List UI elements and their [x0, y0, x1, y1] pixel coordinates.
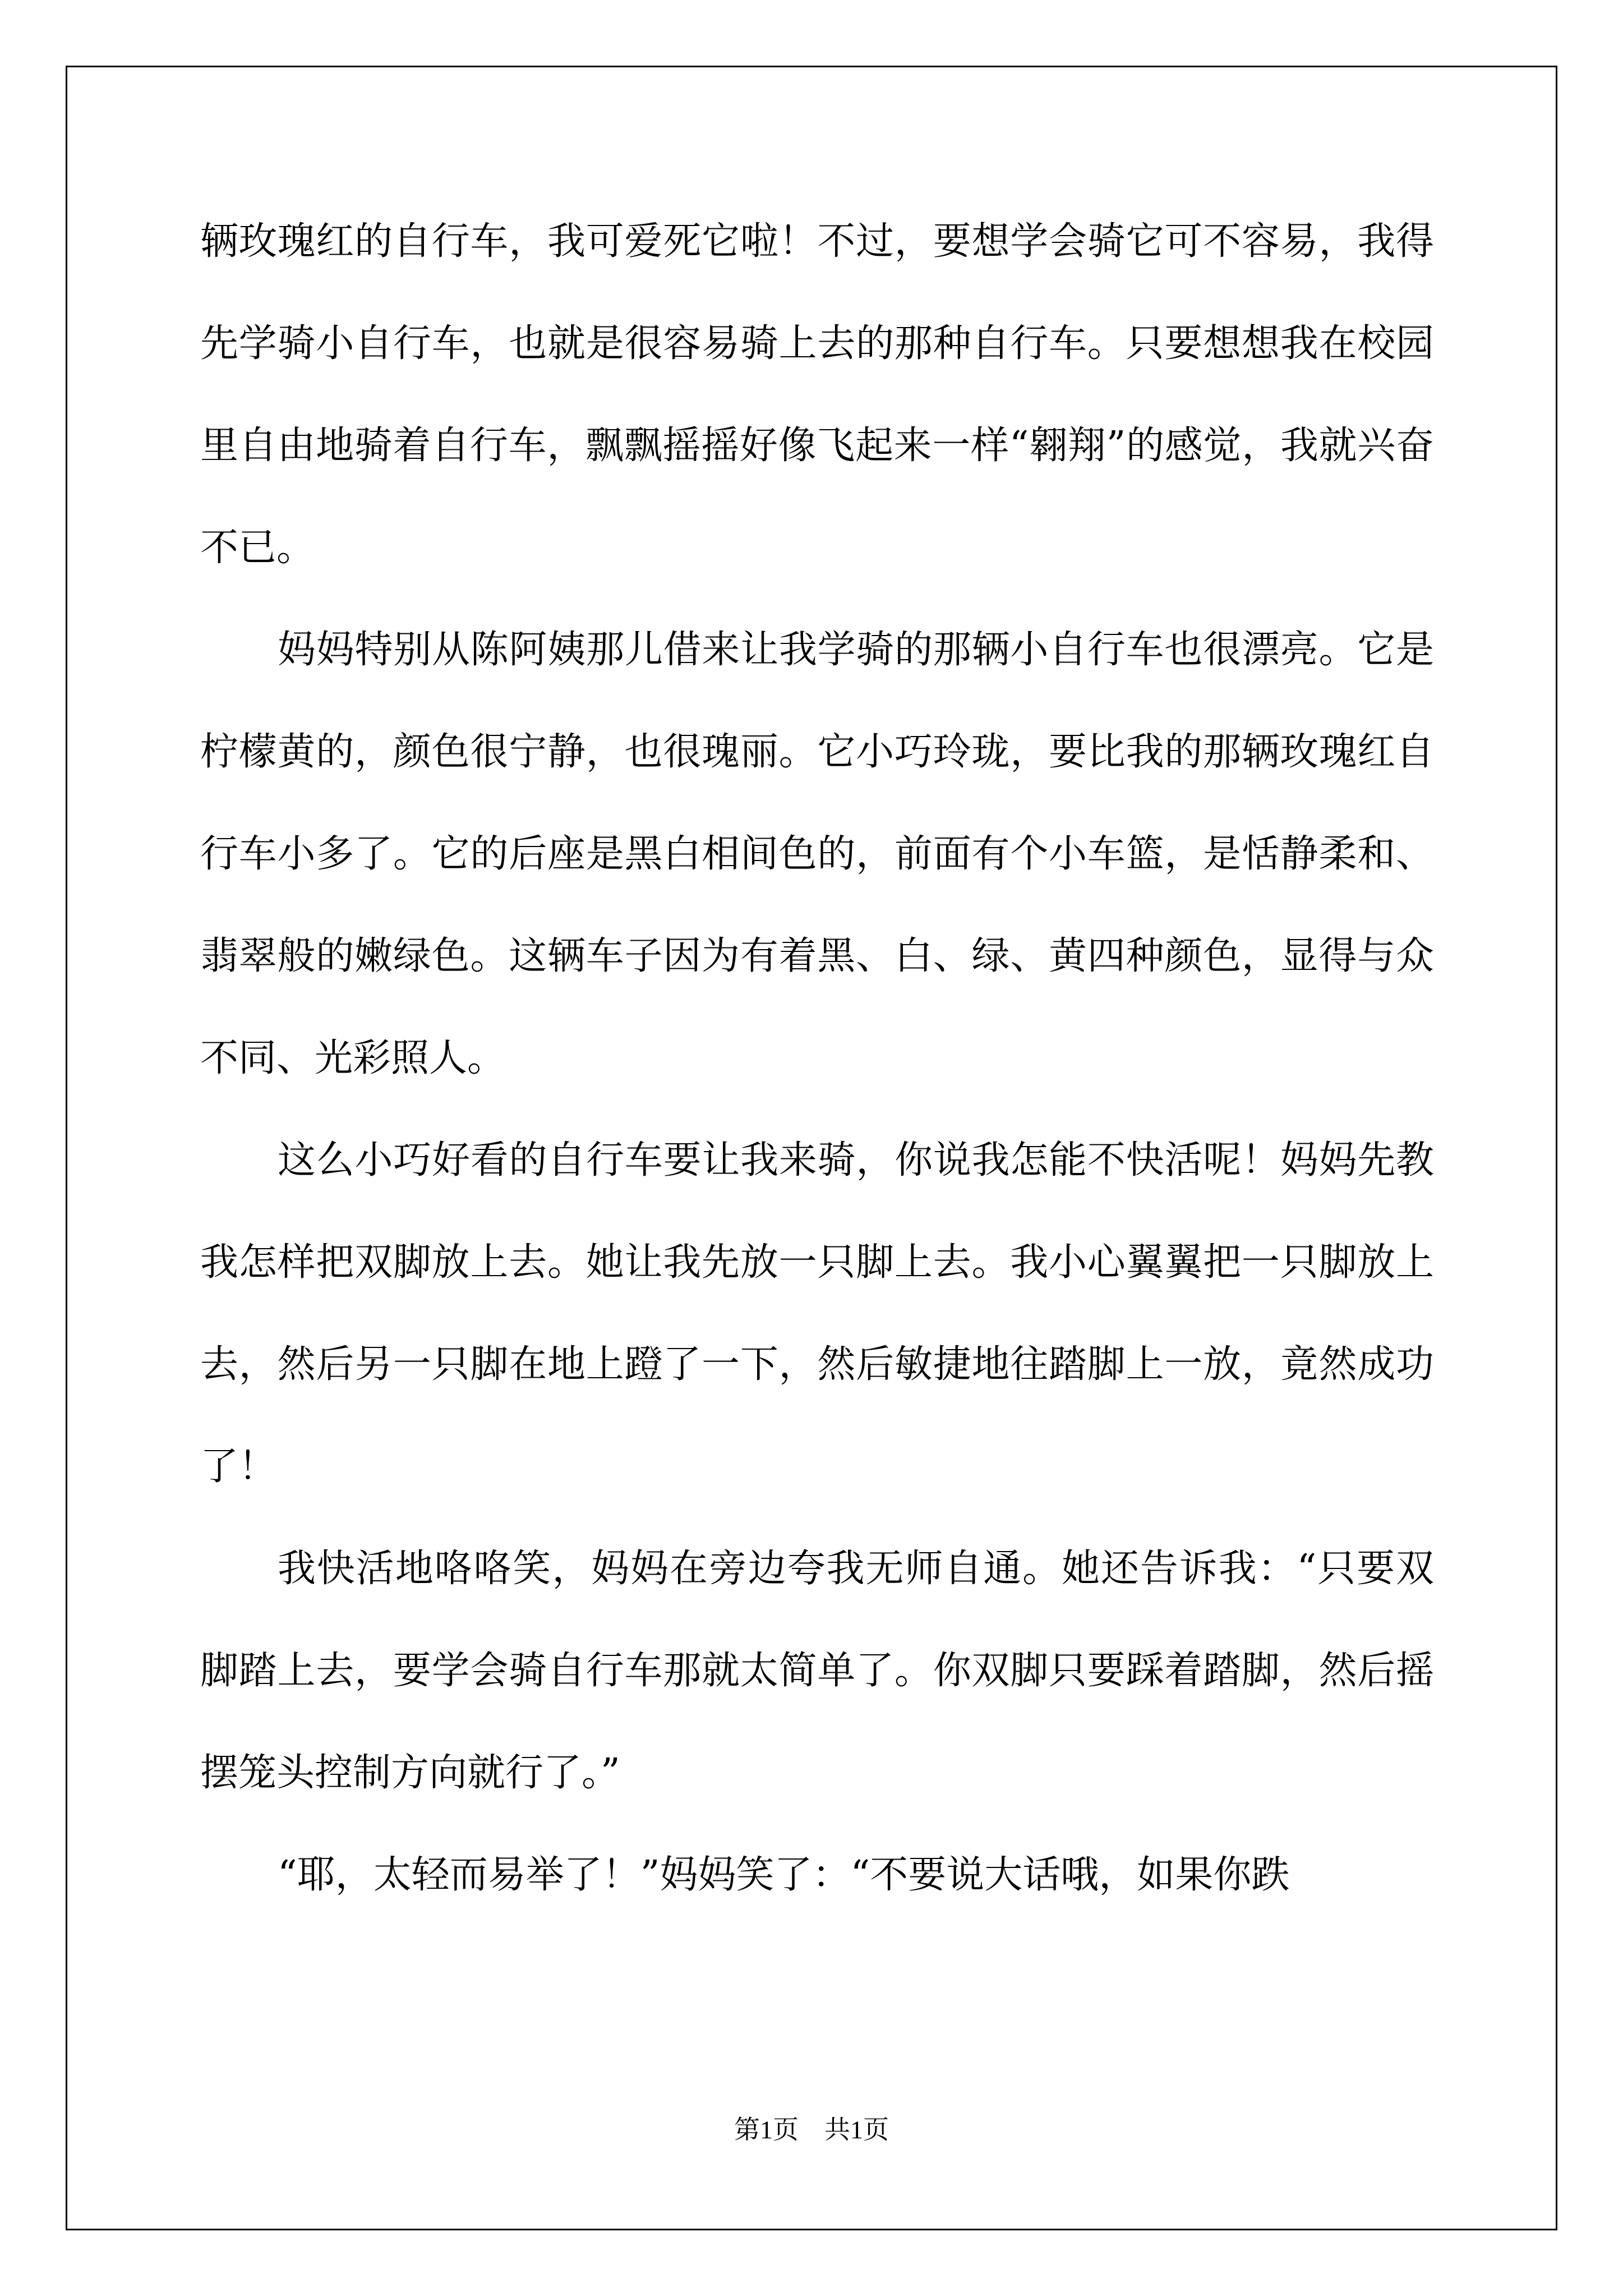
paragraph-1: 辆玫瑰红的自行车，我可爱死它啦！不过，要想学会骑它可不容易，我得先学骑小自行车，也就是很容易骑上去的那种自行车。只要想想我在校园里自由地骑着自行车，飘飘摇摇好像飞起来一样“翱翔”的感觉，我就兴奋不已。 [200, 219, 1434, 570]
paragraph-2: 妈妈特别从陈阿姨那儿借来让我学骑的那辆小自行车也很漂亮。它是柠檬黄的，颜色很宁静，也很瑰丽。它小巧玲珑，要比我的那辆玫瑰红自行车小多了。它的后座是黑白相间色的，前面有个小车篮，是恬静柔和、翡翠般的嫩绿色。这辆车子因为有着黑、白、绿、黄四种颜色，显得与众不同、光彩照人。 [200, 628, 1434, 1080]
paragraph-3: 这么小巧好看的自行车要让我来骑，你说我怎能不快活呢！妈妈先教我怎样把双脚放上去。她让我先放一只脚上去。我小心翼翼把一只脚放上去，然后另一只脚在地上蹬了一下，然后敏捷地往踏脚上一放，竟然成功了！ [200, 1138, 1434, 1489]
paragraph-5: “耶，太轻而易举了！”妈妈笑了：“不要说大话哦，如果你跌 [278, 1853, 1290, 1897]
document-body [200, 191, 1434, 1926]
paragraph-4: 我快活地咯咯笑，妈妈在旁边夸我无师自通。她还告诉我：“只要双脚踏上去，要学会骑自行车那就太简单了。你双脚只要踩着踏脚，然后摇摆笼头控制方向就行了。” [200, 1547, 1434, 1795]
page-number-footer: 第1页 共1页 [734, 2115, 889, 2144]
